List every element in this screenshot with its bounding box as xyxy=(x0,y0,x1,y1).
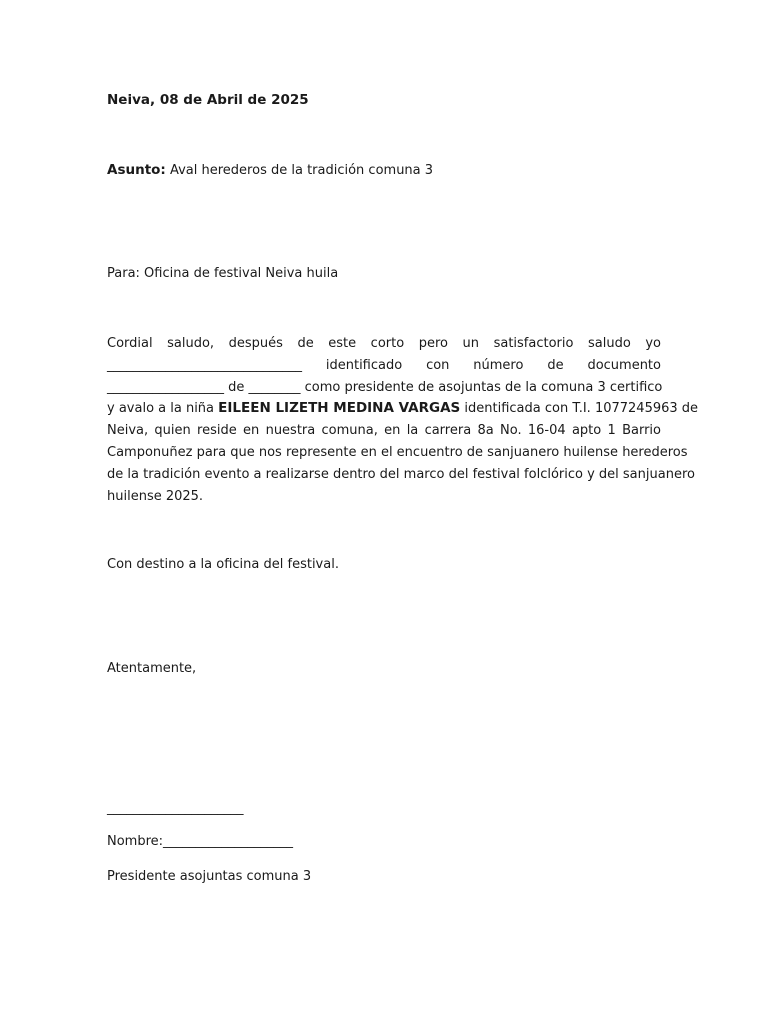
subject-label: Asunto: xyxy=(107,162,166,178)
body-line-4-post: identificada con T.I. 1077245963 de xyxy=(460,401,699,417)
body-line-3: __________________ de ________ como presidente de asojuntas de la comuna 3 certifico xyxy=(107,379,663,395)
letter-date: Neiva, 08 de Abril de 2025 xyxy=(107,92,309,108)
body-line-6: Camponuñez para que nos represente en el encuentro de sanjuanero huilense herederos xyxy=(107,444,688,460)
body-line-1: Cordial saludo, después de este corto pero un satisfactorio saludo yo xyxy=(107,336,661,351)
student-name: EILEEN LIZETH MEDINA VARGAS xyxy=(218,400,461,417)
body-line-4 xyxy=(107,398,699,420)
body-line-8: huilense 2025. xyxy=(107,488,204,504)
signer-name-line: Nombre:____________________ xyxy=(107,834,294,849)
body-line-5: Neiva, quien reside en nuestra comuna, en la carrera 8a No. 16-04 apto 1 Barrio xyxy=(107,423,661,439)
body-line-2: ______________________________ identificado con número de documento xyxy=(107,357,661,373)
letter-closing: Atentamente, xyxy=(107,661,197,676)
body-line-7: de la tradición evento a realizarse dentro del marco del festival folclórico y del sanjuanero xyxy=(107,466,695,482)
letter-subject xyxy=(107,160,661,182)
letter-body xyxy=(107,333,699,507)
letter-destination: Con destino a la oficina del festival. xyxy=(107,557,339,572)
signature-line: _____________________ xyxy=(107,801,244,816)
signer-role: Presidente asojuntas comuna 3 xyxy=(107,869,312,884)
subject-text: Aval herederos de la tradición comuna 3 xyxy=(165,163,434,178)
letter-recipient: Para: Oficina de festival Neiva huila xyxy=(107,266,339,281)
body-line-4-pre: y avalo a la niña xyxy=(107,401,219,417)
